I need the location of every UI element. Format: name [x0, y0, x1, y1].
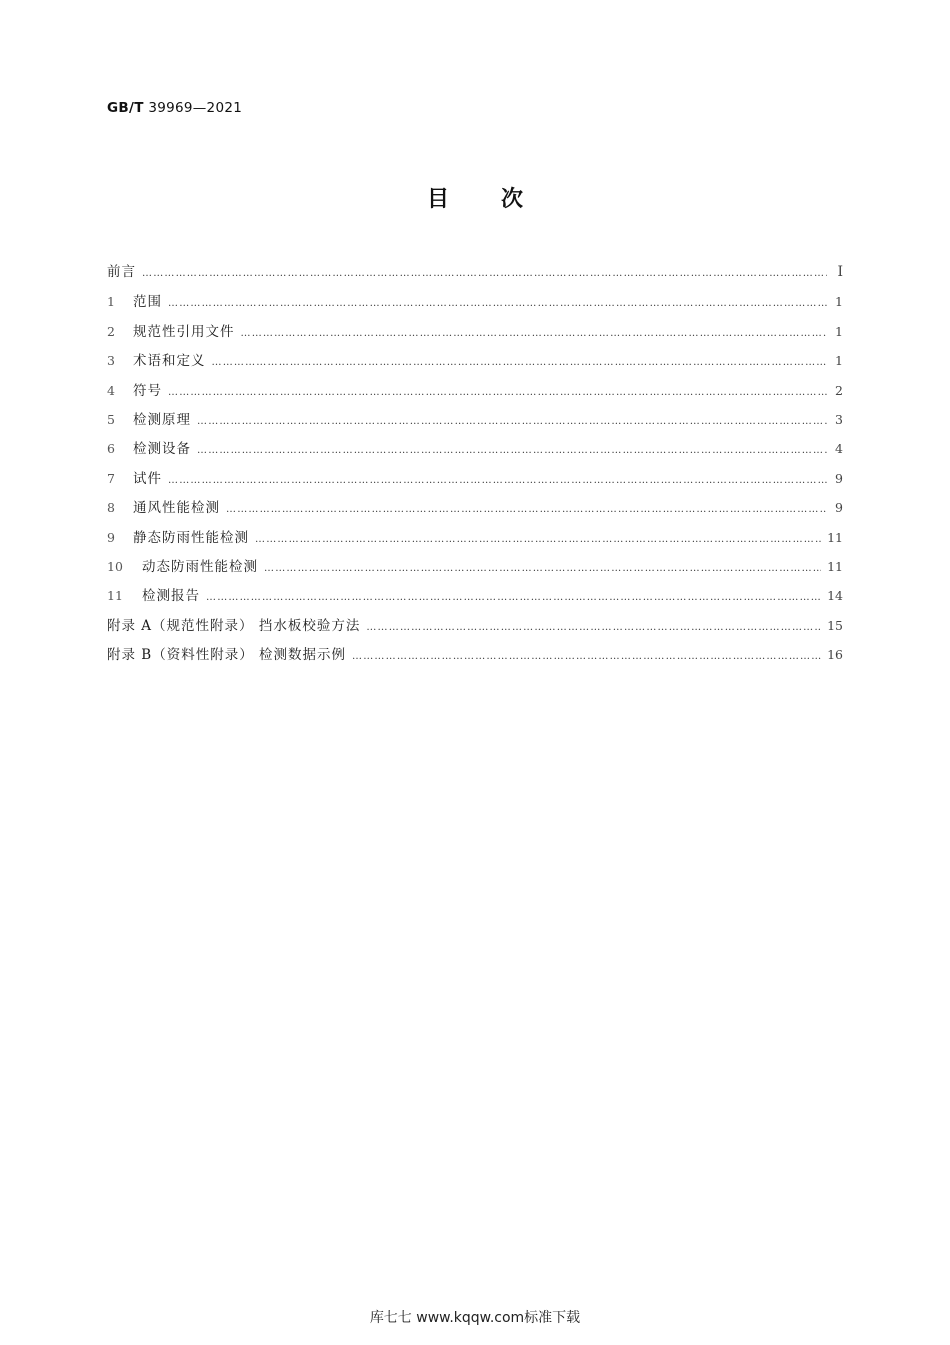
toc-entry-label: 前言: [107, 264, 136, 280]
toc-entry-label: 术语和定义: [133, 353, 206, 370]
toc-entry-label: 符号: [133, 382, 162, 399]
toc-entry-number: 9: [107, 529, 115, 545]
dot-leader: [226, 495, 827, 524]
dot-leader: [142, 259, 827, 288]
toc-entry-label: 试件: [133, 470, 162, 487]
toc-entry-appendix-a[interactable]: [107, 611, 843, 640]
dot-leader: [168, 378, 827, 407]
toc-entry-label: 动态防雨性能检测: [142, 558, 258, 575]
toc-title-char-2: 次: [501, 187, 524, 212]
toc-entry-page: 16: [827, 647, 843, 663]
dot-leader: [255, 525, 821, 554]
toc-entry-page: 11: [827, 558, 843, 574]
toc-entry-number: 3: [107, 353, 115, 369]
toc-entry-number: 2: [107, 323, 115, 339]
dot-leader: [352, 642, 821, 671]
toc-entry-11[interactable]: [107, 581, 843, 610]
toc-entry-foreword[interactable]: [107, 258, 843, 287]
toc-entry-label: 通风性能检测: [133, 500, 220, 517]
toc-entry-page: 14: [827, 588, 843, 604]
toc-entry-page: 1: [835, 353, 843, 369]
toc-entry-6[interactable]: [107, 434, 843, 463]
dot-leader: [366, 613, 821, 642]
toc-entry-label: 附录 B（资料性附录） 检测数据示例: [107, 647, 347, 664]
toc-entry-page: 9: [835, 500, 843, 516]
dot-leader: [206, 583, 821, 612]
toc-entry-label: 检测设备: [133, 441, 191, 458]
dot-leader: [168, 289, 827, 318]
toc-entry-number: 5: [107, 411, 115, 427]
dot-leader: [212, 348, 828, 377]
standard-number: 39969—2021: [148, 100, 243, 116]
dot-leader: [241, 319, 828, 348]
toc-entry-9[interactable]: [107, 523, 843, 552]
toc-entry-8[interactable]: [107, 493, 843, 522]
standard-prefix: GB/T: [107, 100, 144, 116]
toc-title-char-1: 目: [426, 187, 449, 212]
toc-entry-page: Ⅰ: [837, 264, 843, 280]
standard-code: [107, 100, 242, 116]
toc-entry-2[interactable]: [107, 317, 843, 346]
toc-entry-page: 1: [835, 323, 843, 339]
toc-entry-label: 检测原理: [133, 411, 191, 428]
toc-entry-label: 静态防雨性能检测: [133, 529, 249, 546]
toc-entry-page: 3: [835, 411, 843, 427]
toc-entry-number: 7: [107, 470, 115, 486]
dot-leader: [197, 407, 827, 436]
toc-entry-7[interactable]: [107, 464, 843, 493]
toc-entry-appendix-b[interactable]: [107, 640, 843, 669]
toc-entry-3[interactable]: [107, 346, 843, 375]
toc-entry-label: 规范性引用文件: [133, 323, 235, 340]
toc-entry-page: 4: [835, 441, 843, 457]
toc-entry-label: 范围: [133, 294, 162, 311]
toc-entry-1[interactable]: [107, 287, 843, 316]
toc-entry-number: 11: [107, 588, 123, 604]
toc-entry-number: 4: [107, 382, 115, 398]
toc-entry-5[interactable]: [107, 405, 843, 434]
toc-entry-10[interactable]: [107, 552, 843, 581]
footer-watermark-text: 库七七 www.kqqw.com标准下载: [369, 1310, 581, 1326]
toc-entry-page: 9: [835, 470, 843, 486]
toc-entry-number: 10: [107, 558, 123, 574]
toc-entry-number: 1: [107, 294, 115, 310]
dot-leader: [197, 436, 827, 465]
toc-entry-page: 11: [827, 529, 843, 545]
toc-entry-label: 检测报告: [142, 588, 200, 605]
toc-entry-page: 2: [835, 382, 843, 398]
table-of-contents: [107, 258, 843, 669]
toc-entry-4[interactable]: [107, 376, 843, 405]
toc-entry-number: 8: [107, 500, 115, 516]
toc-entry-page: 15: [827, 617, 843, 633]
dot-leader: [168, 466, 827, 495]
dot-leader: [264, 554, 821, 583]
toc-entry-page: 1: [835, 294, 843, 310]
toc-entry-number: 6: [107, 441, 115, 457]
toc-title: [0, 182, 950, 213]
toc-entry-label: 附录 A（规范性附录） 挡水板校验方法: [107, 617, 361, 634]
